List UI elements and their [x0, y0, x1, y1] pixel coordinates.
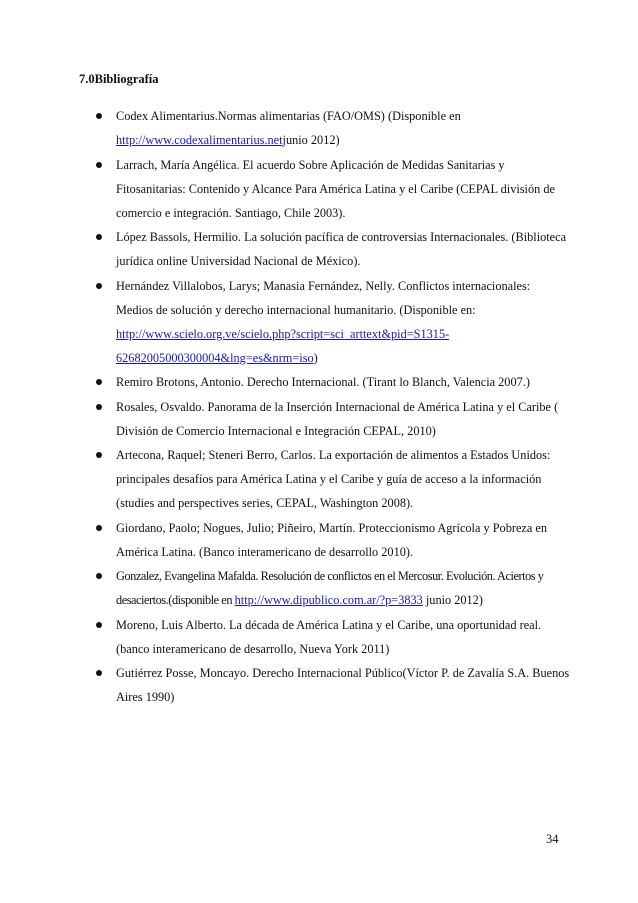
bullet-icon — [96, 404, 102, 410]
bibliography-entry — [0, 516, 570, 564]
bibliography-entry — [0, 564, 570, 612]
entry-text: Codex Alimentarius.Normas alimentarias (FAO/OMS) (Disponible en — [116, 109, 461, 123]
bullet-icon — [96, 379, 102, 385]
bibliography-list — [0, 104, 638, 710]
page-number: 34 — [546, 832, 559, 846]
bibliography-entry — [0, 225, 570, 273]
entry-text: Hernández Villalobos, Larys; Manasia Fernández, Nelly. Conflictos internacionales: Medios de solución y derecho internacional humanitario. (Disponible en: — [116, 278, 531, 317]
entry-text: Remiro Brotons, Antonio. Derecho Internacional. (Tirant lo Blanch, Valencia 2007.) — [116, 375, 530, 389]
bibliography-entry — [0, 395, 570, 443]
bullet-icon — [96, 622, 102, 628]
bullet-icon — [96, 525, 102, 531]
entry-text: Giordano, Paolo; Nogues, Julio; Piñeiro, Martín. Proteccionismo Agrícola y Pobreza en América Latina. (Banco interamericano de desarrollo 2010). — [116, 520, 548, 559]
reference-link[interactable]: http://www.scielo.org.ve/scielo.php?script=sci_arttext&pid=S1315-62682005000300004&lng=es&nrm=iso — [116, 326, 450, 365]
bullet-icon — [96, 283, 102, 289]
bullet-icon — [96, 162, 102, 168]
bibliography-entry — [0, 613, 570, 661]
bullet-icon — [96, 234, 102, 240]
bibliography-entry — [0, 153, 570, 225]
entry-text: ) — [313, 350, 318, 365]
entry-text: junio 2012) — [282, 133, 340, 147]
bullet-icon — [96, 670, 102, 676]
bibliography-entry — [0, 104, 570, 152]
entry-text: Larrach, María Angélica. El acuerdo Sobre Aplicación de Medidas Sanitarias y Fitosanitarias: Contenido y Alcance Para América Latina y el Caribe (CEPAL división de comercio e integración. Santiago, Chile 2003). — [116, 157, 555, 220]
bibliography-entry — [0, 661, 570, 709]
bullet-icon — [96, 452, 102, 458]
section-heading: 7.0Bibliografía — [79, 72, 159, 86]
bullet-icon — [96, 113, 102, 119]
bibliography-entry — [0, 274, 570, 370]
entry-text: Gutiérrez Posse, Moncayo. Derecho Internacional Público(Víctor P. de Zavalía S.A. Buenos Aires 1990) — [116, 666, 570, 704]
bibliography-entry — [0, 443, 570, 515]
reference-link[interactable]: http://www.codexalimentarius.net — [116, 133, 283, 147]
reference-link[interactable]: http://www.dipublico.com.ar/?p=3833 — [234, 593, 423, 607]
entry-text: Gonzalez, Evangelina Mafalda. Resolución de conflictos en el Mercosur. Evolución. Aciertos y desaciertos.(disponible en — [116, 569, 544, 607]
entry-text: López Bassols, Hermilio. La solución pacífica de controversias Internacionales. (Biblioteca jurídica online Universidad Nacional de México). — [116, 230, 567, 268]
entry-text: Rosales, Osvaldo. Panorama de la Inserción Internacional de América Latina y el Caribe ( División de Comercio Internacional e Integración CEPAL, 2010) — [116, 399, 559, 438]
entry-text: junio 2012) — [422, 593, 483, 607]
bibliography-entry — [0, 370, 570, 394]
entry-text: Artecona, Raquel; Steneri Berro, Carlos. La exportación de alimentos a Estados Unidos: principales desafíos para América Latina y el Caribe y guía de acceso a la información (studies and perspectives series, CEPAL, Washington 2008). — [116, 448, 551, 510]
entry-text: Moreno, Luis Alberto. La década de América Latina y el Caribe, una oportunidad real. (banco interamericano de desarrollo, Nueva York 2011) — [116, 617, 542, 656]
bullet-icon — [96, 573, 102, 579]
